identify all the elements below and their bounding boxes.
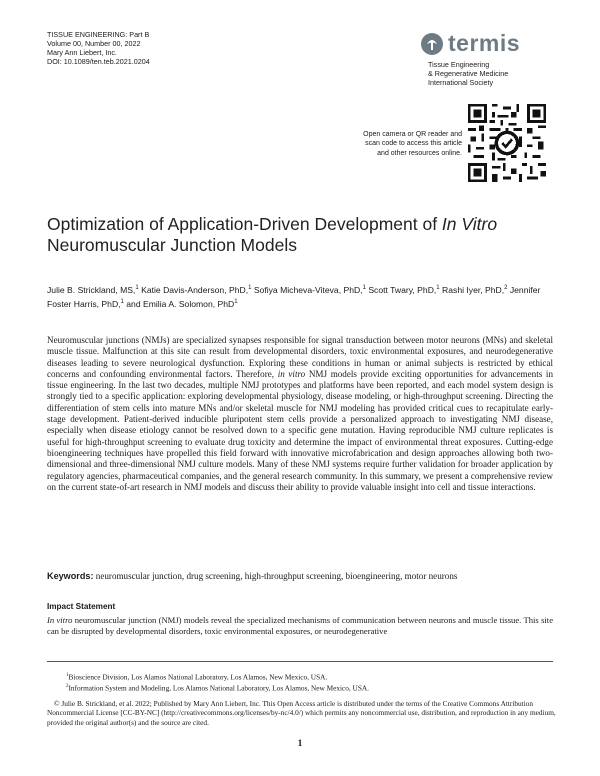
qr-code[interactable]	[468, 104, 546, 182]
author: and Emilia A. Solomon, PhD	[126, 299, 235, 310]
affiliation: $^2$Information System and Modeling, Los Alamos National Laboratory, Los Alamos, New Mexico, USA.	[66, 683, 369, 693]
society-line-2: & Regenerative Medicine	[428, 69, 509, 78]
abstract: Neuromuscular junctions (NMJs) are specialized synapses responsible for signal transduction between motor neurons (MNs) and skeletal muscle tissue. Malfunction at this site can result from developmental disorders, toxic environmental exposures, and neurodegenerative diseases leading to severe neurological dysfunction. Exploring these conditions in human or animal subjects is restricted by ethical concerns and confounding environmental factors. Therefore, in vitro NMJ models provide exciting opportunities for advancements in tissue engineering. In the last two decades, multiple NMJ prototypes and platforms have been reported, and each model system design is strongly tied to a specific application: exploring developmental physiology, disease modeling, or high-throughput screening. Directing the differentiation of stem cells into mature MNs and/or skeletal muscle for NMJ modeling has provided critical cues to recapitulate early-stage development. Patient-derived inducible pluripotent stem cells provide a personalized approach to investigating NMJ disease, especially when disease etiology cannot be resolved down to a specific gene mutation. Having reproducible NMJ culture replicates is useful for high-throughput screening to evaluate drug toxicity and determine the impact of environmental threat exposures. Cutting-edge bioengineering techniques have propelled this field forward with innovative microfabrication and design approaches allowing both two-dimensional and three-dimensional NMJ culture models. Many of these NMJ systems require further validation for broader application by regulatory agencies, pharmaceutical companies, and the general research community. In this summary, we present a comprehensive review on the current state-of-art research in NMJ models and discuss their ability to provide valuable insight into cell and tissue interactions.	[47, 335, 553, 492]
author-affiliation-mark: 1	[248, 285, 252, 291]
author: Rashi Iyer, PhD,	[442, 284, 505, 295]
affiliations	[66, 671, 556, 693]
qr-center-badge-icon	[495, 131, 520, 156]
author: Katie Davis-Anderson, PhD,	[141, 284, 249, 295]
keywords	[47, 571, 567, 581]
author-affiliation-mark: 1	[120, 299, 124, 306]
affiliation: $^1$Bioscience Division, Los Alamos National Laboratory, Los Alamos, New Mexico, USA.	[66, 672, 328, 682]
page-number: 1	[297, 739, 303, 749]
logo-word: termis	[448, 30, 521, 56]
author-affiliation-mark: 1	[135, 285, 139, 291]
journal-doi: DOI: 10.1089/ten.teb.2021.0204	[47, 56, 150, 66]
author: Jennifer Foster Harris, PhD,	[47, 284, 541, 310]
society-line-1: Tissue Engineering	[428, 60, 490, 69]
footnote-divider	[47, 661, 553, 662]
author: Sofiya Micheva-Viteva, PhD,	[253, 284, 363, 295]
author-affiliation-mark: 1	[234, 299, 238, 306]
author: Scott Twary, PhD,	[368, 284, 437, 295]
journal-name: TISSUE ENGINEERING: Part B	[47, 30, 150, 39]
termis-logo-icon	[420, 32, 444, 56]
society-line-3: International Society	[428, 78, 494, 87]
author-list	[47, 282, 567, 311]
author-affiliation-mark: 1	[362, 285, 366, 291]
keywords-label: Keywords:	[47, 571, 94, 581]
impact-statement-text: In vitro neuromuscular junction (NMJ) models reveal the specialized mechanisms of communication between neurons and muscle tissue. This site can be disrupted by developmental disorders, toxic environmental exposures, or neurodegenerative	[47, 615, 554, 637]
qr-line-3: and other resources online.	[377, 149, 462, 157]
author-affiliation-mark: 1	[436, 285, 440, 291]
society-logo	[420, 30, 570, 87]
qr-line-2: scan code to access this article	[365, 140, 462, 148]
journal-info	[47, 31, 150, 67]
qr-instructions	[340, 130, 462, 158]
impact-statement-heading: Impact Statement	[47, 602, 116, 611]
qr-line-1: Open camera or QR reader and	[363, 131, 462, 138]
journal-publisher: Mary Ann Liebert, Inc.	[47, 47, 117, 57]
author-affiliation-mark: 2	[504, 285, 508, 291]
article-title: Optimization of Application-Driven Development of In Vitro Neuromuscular Junction Models	[47, 214, 498, 255]
keywords-text: neuromuscular junction, drug screening, high-throughput screening, bioengineering, motor neurons	[95, 571, 458, 581]
copyright-notice: © Julie B. Strickland, et al. 2022; Published by Mary Ann Liebert, Inc. This Open Access article is distributed under the terms of the Creative Commons Attribution Noncommercial License [CC-BY-NC] (http://creativecommons.org/licenses/by-nc/4.0/) which permits any noncommercial use, distribution, and reproduction in any medium, provided the original author(s) and the source are cited.	[47, 699, 556, 727]
author: Julie B. Strickland, MS,	[47, 284, 136, 295]
journal-volume: Volume 00, Number 00, 2022	[47, 38, 141, 48]
